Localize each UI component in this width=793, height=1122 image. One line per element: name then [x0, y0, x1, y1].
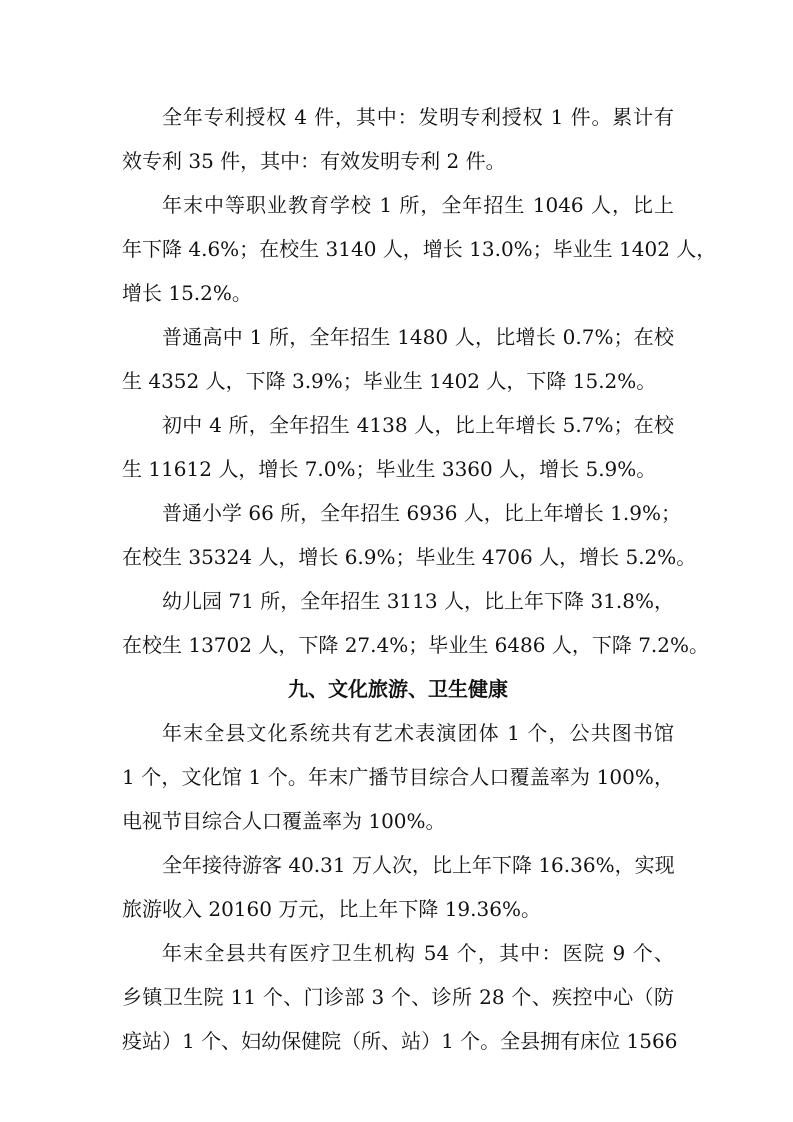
- text-line: 疫站）1 个、妇幼保健院（所、站）1 个。全县拥有床位 1566: [122, 1029, 678, 1053]
- text-line: 年末中等职业教育学校 1 所，全年招生 1046 人，比上: [162, 193, 674, 217]
- text-line: 电视节目综合人口覆盖率为 100%。: [122, 809, 446, 833]
- body-text: [122, 95, 717, 1063]
- text-line: 年下降 4.6%；在校生 3140 人，增长 13.0%；毕业生 1402 人，: [122, 237, 717, 261]
- text-line: 乡镇卫生院 11 个、门诊部 3 个、诊所 28 个、疾控中心（防: [122, 985, 674, 1009]
- paragraph-junior-high: [122, 403, 674, 491]
- text-line: 生 11612 人，增长 7.0%；毕业生 3360 人，增长 5.9%。: [122, 457, 657, 481]
- section-heading: 九、文化旅游、卫生健康: [288, 677, 508, 701]
- paragraph-tourism: [122, 843, 674, 931]
- text-line: 在校生 35324 人，增长 6.9%；毕业生 4706 人，增长 5.2%。: [122, 545, 697, 569]
- text-line: 1 个，文化馆 1 个。年末广播节目综合人口覆盖率为 100%，: [122, 765, 674, 789]
- text-line: 年末全县文化系统共有艺术表演团体 1 个，公共图书馆: [162, 721, 674, 745]
- text-line: 在校生 13702 人，下降 27.4%；毕业生 6486 人，下降 7.2%。: [122, 633, 710, 657]
- text-line: 增长 15.2%。: [122, 281, 252, 305]
- text-line: 旅游收入 20160 万元，比上年下降 19.36%。: [122, 897, 541, 921]
- text-line: 年末全县共有医疗卫生机构 54 个，其中：医院 9 个、: [162, 941, 674, 965]
- text-line: 初中 4 所，全年招生 4138 人，比上年增长 5.7%；在校: [162, 413, 674, 437]
- paragraph-vocational-schools: [122, 183, 717, 315]
- text-line: 全年接待游客 40.31 万人次，比上年下降 16.36%，实现: [162, 853, 675, 877]
- text-line: 全年专利授权 4 件，其中：发明专利授权 1 件。累计有: [162, 105, 674, 129]
- text-line: 普通高中 1 所，全年招生 1480 人，比增长 0.7%；在校: [162, 325, 674, 349]
- paragraph-healthcare: [122, 931, 678, 1063]
- paragraph-high-schools: [122, 315, 674, 403]
- text-line: 效专利 35 件，其中：有效发明专利 2 件。: [122, 149, 506, 173]
- text-line: 普通小学 66 所，全年招生 6936 人，比上年增长 1.9%；: [162, 501, 681, 525]
- paragraph-culture: [122, 711, 674, 843]
- paragraph-primary-schools: [122, 491, 697, 579]
- text-line: 生 4352 人，下降 3.9%；毕业生 1402 人，下降 15.2%。: [122, 369, 657, 393]
- paragraph-patents: [122, 95, 674, 183]
- text-line: 幼儿园 71 所，全年招生 3113 人，比上年下降 31.8%，: [162, 589, 674, 613]
- paragraph-kindergartens: [122, 579, 710, 667]
